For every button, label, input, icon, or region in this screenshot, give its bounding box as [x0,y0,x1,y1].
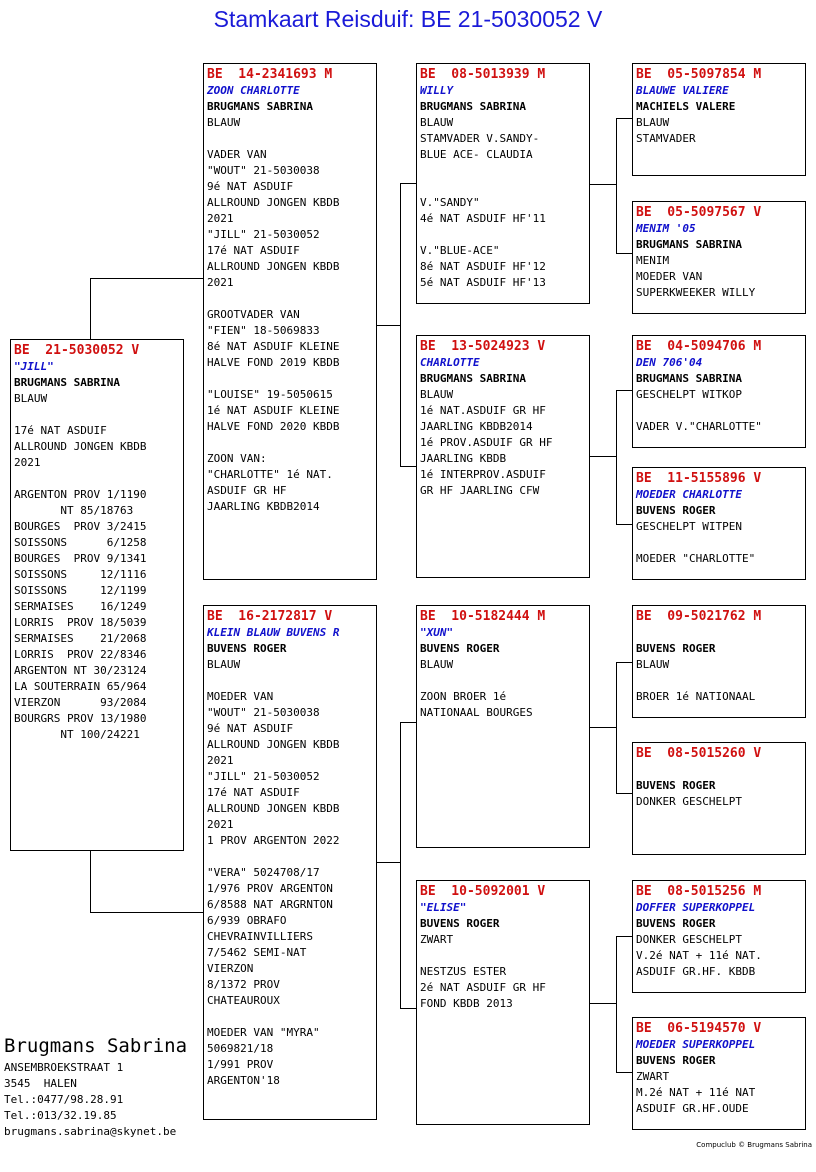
ring-number: BE 10-5092001 V [420,884,546,899]
pigeon-name: MOEDER SUPERKOPPEL [636,1038,756,1051]
connector-line [616,524,632,525]
pigeon-card-ff [416,63,590,304]
owner-name: BUVENS ROGER [207,642,287,655]
pigeon-name: MENIM '05 [636,222,696,235]
ring-number: BE 05-5097567 V [636,205,762,220]
breeder-street: ANSEMBROEKSTRAAT 1 [4,1061,124,1074]
connector-line [400,183,416,184]
pigeon-color: GESCHELPT WITPEN [636,520,742,533]
pigeon-name: DOFFER SUPERKOPPEL [636,901,756,914]
connector-line [616,936,617,1072]
ring-number: BE 08-5013939 M [420,67,546,82]
pigeon-info: STAMVADER V.SANDY- BLUE ACE- CLAUDIA V."SANDY" 4é NAT ASDUIF HF'11 V."BLUE-ACE" 8é NAT ASDUIF HF'12 5é NAT ASDUIF HF'13 [420,132,546,289]
ring-number: BE 13-5024923 V [420,339,546,354]
pigeon-card-fm [416,335,590,578]
owner-name: BUVENS ROGER [636,779,716,792]
pigeon-card-mf [416,605,590,848]
pigeon-card-mother [203,605,377,1120]
pigeon-info: MOEDER "CHARLOTTE" [636,552,756,565]
pigeon-card-fff [632,63,806,176]
ring-number: BE 11-5155896 V [636,471,762,486]
owner-name: BUVENS ROGER [420,917,500,930]
pigeon-info: MOEDER VAN "WOUT" 21-5030038 9é NAT ASDUIF ALLROUND JONGEN KBDB 2021 "JILL" 21-5030052 17é NAT ASDUIF ALLROUND JONGEN KBDB 2021 1 PROV ARGENTON 2022 "VERA" 5024708/17 1/976 PROV ARGENTON 6/8588 NAT ARGRNTON 6/939 OBRAFO CHEVRAINVILLIERS 7/5462 SEMI-NAT VIERZON 8/1372 PROV CHATEAUROUX MOEDER VAN "MYRA" 5069821/18 1/991 PROV ARGENTON'18 [207,690,340,1087]
page-title: Stamkaart Reisduif: BE 21-5030052 V [213,6,603,32]
ring-number: BE 16-2172817 V [207,609,333,624]
pigeon-card-fmm [632,467,806,580]
pigeon-color: ZWART [636,1070,670,1083]
pigeon-name: MOEDER CHARLOTTE [636,488,742,501]
pigeon-name [636,625,802,641]
pigeon-info: M.2é NAT + 11é NAT ASDUIF GR.HF.OUDE [636,1086,756,1115]
owner-name: BRUGMANS SABRINA [420,100,526,113]
pigeon-name: "ELISE" [420,901,467,914]
connector-line [616,390,632,391]
pigeon-info: BROER 1é NATIONAAL [636,690,756,703]
owner-name: BUVENS ROGER [636,917,716,930]
pigeon-color: BLAUW [14,392,48,405]
connector-line [616,1072,632,1073]
breeder-phone: Tel.:0477/98.28.91 [4,1093,124,1106]
pigeon-color: BLAUW [636,116,670,129]
connector-line [90,851,91,912]
pigeon-name: ZOON CHARLOTTE [207,84,300,97]
owner-name: BRUGMANS SABRINA [636,372,742,385]
pigeon-card-mm [416,880,590,1125]
connector-line [616,936,632,937]
pigeon-info: V.2é NAT + 11é NAT. ASDUIF GR.HF. KBDB [636,949,762,978]
owner-name: BUVENS ROGER [420,642,500,655]
connector-line [616,662,617,793]
pigeon-info: STAMVADER [636,132,696,145]
pigeon-name: "XUN" [420,626,454,639]
pigeon-info: NESTZUS ESTER 2é NAT ASDUIF GR HF FOND KBDB 2013 [420,965,546,1010]
ring-number: BE 04-5094706 M [636,339,762,354]
pigeon-color: DONKER GESCHELPT [636,795,742,808]
connector-line [616,662,632,663]
pigeon-color: GESCHELPT WITKOP [636,388,742,401]
connector-line [400,1008,416,1009]
pigeon-card-mfm [632,742,806,855]
connector-line [616,793,632,794]
ring-number: BE 05-5097854 M [636,67,762,82]
connector-line [616,118,632,119]
ring-number: BE 14-2341693 M [207,67,333,82]
pigeon-color: DONKER GESCHELPT [636,933,742,946]
connector-line [590,184,616,185]
connector-line [90,912,203,913]
connector-line [377,862,400,863]
connector-line [616,118,617,253]
pigeon-card-mff [632,605,806,718]
pigeon-color: BLAUW [420,388,454,401]
owner-name: BRUGMANS SABRINA [420,372,526,385]
connector-line [590,1003,616,1004]
ring-number: BE 08-5015256 M [636,884,762,899]
pigeon-name [636,762,802,778]
connector-line [616,253,632,254]
connector-line [590,727,616,728]
pigeon-name: KLEIN BLAUW BUVENS R [207,626,340,639]
ring-number: BE 06-5194570 V [636,1021,762,1036]
owner-name: BUVENS ROGER [636,504,716,517]
pigeon-info: VADER VAN "WOUT" 21-5030038 9é NAT ASDUIF ALLROUND JONGEN KBDB 2021 "JILL" 21-5030052 17é NAT ASDUIF ALLROUND JONGEN KBDB 2021 GROOTVADER VAN "FIEN" 18-5069833 8é NAT ASDUIF KLEINE HALVE FOND 2019 KBDB "LOUISE" 19-5050615 1é NAT ASDUIF KLEINE HALVE FOND 2020 KBDB ZOON VAN: "CHARLOTTE" 1é NAT. ASDUIF GR HF JAARLING KBDB2014 [207,148,340,513]
pigeon-name: "JILL" [14,360,54,373]
connector-line [400,466,416,467]
pigeon-info: ZOON BROER 1é NATIONAAL BOURGES [420,690,533,719]
pigeon-info: 1é NAT.ASDUIF GR HF JAARLING KBDB2014 1é PROV.ASDUIF GR HF JAARLING KBDB 1é INTERPROV.ASDUIF GR HF JAARLING CFW [420,404,553,497]
pigeon-info: MOEDER VAN SUPERKWEEKER WILLY [636,270,756,299]
pigeon-color: BLAUW [207,116,241,129]
owner-name: BRUGMANS SABRINA [14,376,120,389]
pigeon-card-mmf [632,880,806,993]
connector-line [616,390,617,524]
owner-name: BUVENS ROGER [636,1054,716,1067]
footer-credit: Compuclub © Brugmans Sabrina [696,1141,812,1149]
pigeon-name: BLAUWE VALIERE [636,84,729,97]
connector-line [400,722,401,1008]
pigeon-color: MENIM [636,254,670,267]
breeder-city: 3545 HALEN [4,1077,77,1090]
pigeon-card-ffm [632,201,806,314]
breeder-email: brugmans.sabrina@skynet.be [4,1125,177,1138]
owner-name: BRUGMANS SABRINA [207,100,313,113]
connector-line [377,325,400,326]
pigeon-card-father [203,63,377,580]
owner-name: MACHIELS VALERE [636,100,736,113]
pigeon-name: CHARLOTTE [420,356,480,369]
connector-line [590,456,616,457]
pigeon-name: WILLY [420,84,454,97]
breeder-phone-2: Tel.:013/32.19.85 [4,1109,117,1122]
owner-name: BRUGMANS SABRINA [636,238,742,251]
pigeon-card-fmf [632,335,806,448]
pigeon-info: VADER V."CHARLOTTE" [636,420,762,433]
ring-number: BE 21-5030052 V [14,343,140,358]
connector-line [90,278,91,339]
breeder-name: Brugmans Sabrina [4,1035,188,1057]
ring-number: BE 08-5015260 V [636,746,762,761]
connector-line [90,278,203,279]
pigeon-color: BLAUW [420,658,454,671]
pigeon-color: ZWART [420,933,454,946]
connector-line [400,183,401,466]
owner-name: BUVENS ROGER [636,642,716,655]
pigeon-name: DEN 706'04 [636,356,703,369]
pigeon-color: BLAUW [420,116,454,129]
pigeon-card-subject [10,339,184,851]
ring-number: BE 09-5021762 M [636,609,762,624]
pigeon-card-mmm [632,1017,806,1130]
pigeon-color: BLAUW [207,658,241,671]
pigeon-color: BLAUW [636,658,670,671]
ring-number: BE 10-5182444 M [420,609,546,624]
connector-line [400,722,416,723]
pigeon-results: 17é NAT ASDUIF ALLROUND JONGEN KBDB 2021 ARGENTON PROV 1/1190 NT 85/18763 BOURGES PROV 3/2415 SOISSONS 6/1258 BOURGES PROV 9/1341 SOISSONS 12/1116 SOISSONS 12/1199 SERMAISES 16/1249 LORRIS PROV 18/5039 SERMAISES 21/2068 LORRIS PROV 22/8346 ARGENTON NT 30/23124 LA SOUTERRAIN 65/964 VIERZON 93/2084 BOURGRS PROV 13/1980 NT 100/24221 [14,424,147,741]
